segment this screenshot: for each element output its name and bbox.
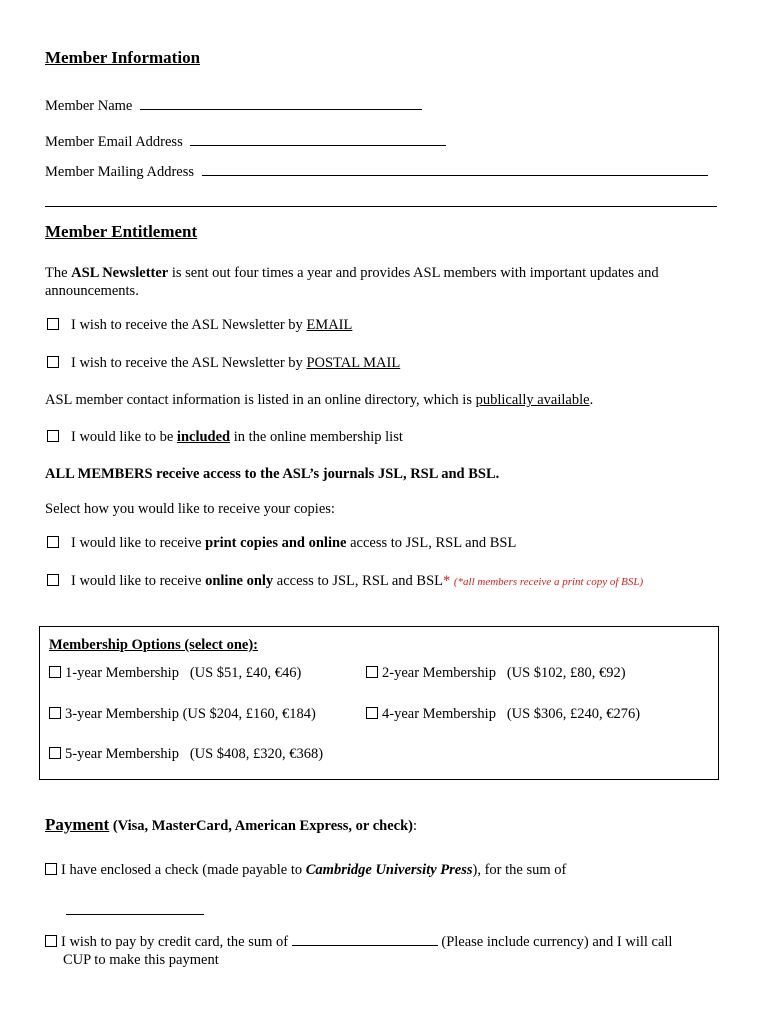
payment-check-label-2: ), for the sum of [472,862,567,878]
membership-option-2year[interactable] [366,665,626,682]
journals-notice: ALL MEMBERS receive access to the ASL’s journals JSL, RSL and BSL. [45,466,500,482]
membership-3year-label: 3-year Membership (US $204, £160, €184) [65,706,316,722]
membership-4year-label: 4-year Membership (US $306, £240, €276) [382,706,641,722]
newsletter-email-option[interactable] [47,317,352,334]
check-sum-row [66,902,204,920]
online-only-label: I would like to receive [71,573,206,589]
payment-check-option[interactable] [45,862,566,879]
online-only-label-2: access to JSL, RSL and BSL [273,573,444,589]
online-only-checkbox[interactable] [47,574,59,586]
member-address-row [45,163,708,181]
membership-1year-checkbox[interactable] [49,666,61,678]
print-online-label: I would like to receive [71,535,206,551]
payment-heading: Payment [45,815,110,834]
newsletter-intro [45,265,659,282]
membership-option-1year[interactable] [49,665,301,682]
member-name-row [45,97,422,115]
payment-methods: (Visa, MasterCard, American Express, or check) [109,818,413,834]
membership-option-3year[interactable] [49,706,316,723]
member-address-field-line2[interactable] [45,206,717,207]
publically-available-text: publically available [475,392,590,408]
directory-include-label-2: in the online membership list [230,429,403,445]
member-address-label: Member Mailing Address [45,164,195,180]
directory-include-option[interactable] [47,429,403,446]
directory-include-checkbox[interactable] [47,430,59,442]
online-only-bold: online only [205,573,274,589]
check-sum-field[interactable] [66,902,204,915]
member-email-label: Member Email Address [45,134,183,150]
newsletter-intro-text-2: is sent out four times a year and provides ASL members with important updates and [168,265,659,281]
member-information-heading: Member Information [45,48,201,67]
newsletter-intro-line2: announcements. [45,283,139,299]
newsletter-postal-checkbox[interactable] [47,356,59,368]
membership-5year-label: 5-year Membership (US $408, £320, €368) [65,746,324,762]
postal-mail-link-text: POSTAL MAIL [306,355,401,371]
newsletter-email-label: I wish to receive the ASL Newsletter by [71,317,307,333]
online-only-asterisk: * [443,573,451,589]
member-name-field[interactable] [140,97,422,110]
membership-option-4year[interactable] [366,706,640,723]
membership-4year-checkbox[interactable] [366,707,378,719]
directory-notice-period: . [589,392,594,408]
newsletter-email-checkbox[interactable] [47,318,59,330]
print-online-bold: print copies and online [205,535,347,551]
payment-heading-row [45,815,417,835]
payment-card-label: I wish to pay by credit card, the sum of [61,934,292,950]
directory-notice-text: ASL member contact information is listed in an online directory, which is [45,392,476,408]
newsletter-name: ASL Newsletter [71,265,169,281]
member-email-field[interactable] [190,133,446,146]
select-copies-text: Select how you would like to receive your copies: [45,501,335,517]
membership-options-heading: Membership Options (select one): [49,637,259,653]
payment-card-checkbox[interactable] [45,935,57,947]
payment-card-option[interactable] [45,933,672,951]
member-name-label: Member Name [45,98,133,114]
membership-3year-checkbox[interactable] [49,707,61,719]
directory-include-label: I would like to be [71,429,177,445]
member-entitlement-heading: Member Entitlement [45,222,198,241]
print-online-label-2: access to JSL, RSL and BSL [346,535,517,551]
payment-colon: : [413,818,418,834]
directory-notice [45,392,593,409]
payment-card-line2: CUP to make this payment [63,952,219,968]
member-email-row [45,133,446,151]
membership-2year-checkbox[interactable] [366,666,378,678]
print-online-option[interactable] [47,535,516,552]
check-payee: Cambridge University Press [305,862,473,878]
membership-5year-checkbox[interactable] [49,747,61,759]
membership-option-5year[interactable] [49,746,323,763]
online-only-option[interactable] [47,573,643,590]
payment-card-label-2: (Please include currency) and I will call [437,934,673,950]
member-address-field[interactable] [202,163,708,176]
email-link-text: EMAIL [306,317,353,333]
membership-2year-label: 2-year Membership (US $102, £80, €92) [382,665,626,681]
newsletter-postal-option[interactable] [47,355,400,372]
bsl-print-note: (*all members receive a print copy of BSL) [453,576,644,588]
newsletter-intro-text: The [45,265,72,281]
newsletter-postal-label: I wish to receive the ASL Newsletter by [71,355,307,371]
membership-1year-label: 1-year Membership (US $51, £40, €46) [65,665,302,681]
print-online-checkbox[interactable] [47,536,59,548]
payment-check-checkbox[interactable] [45,863,57,875]
included-text: included [176,429,231,445]
payment-check-label: I have enclosed a check (made payable to [61,862,306,878]
card-sum-field[interactable] [292,933,438,946]
